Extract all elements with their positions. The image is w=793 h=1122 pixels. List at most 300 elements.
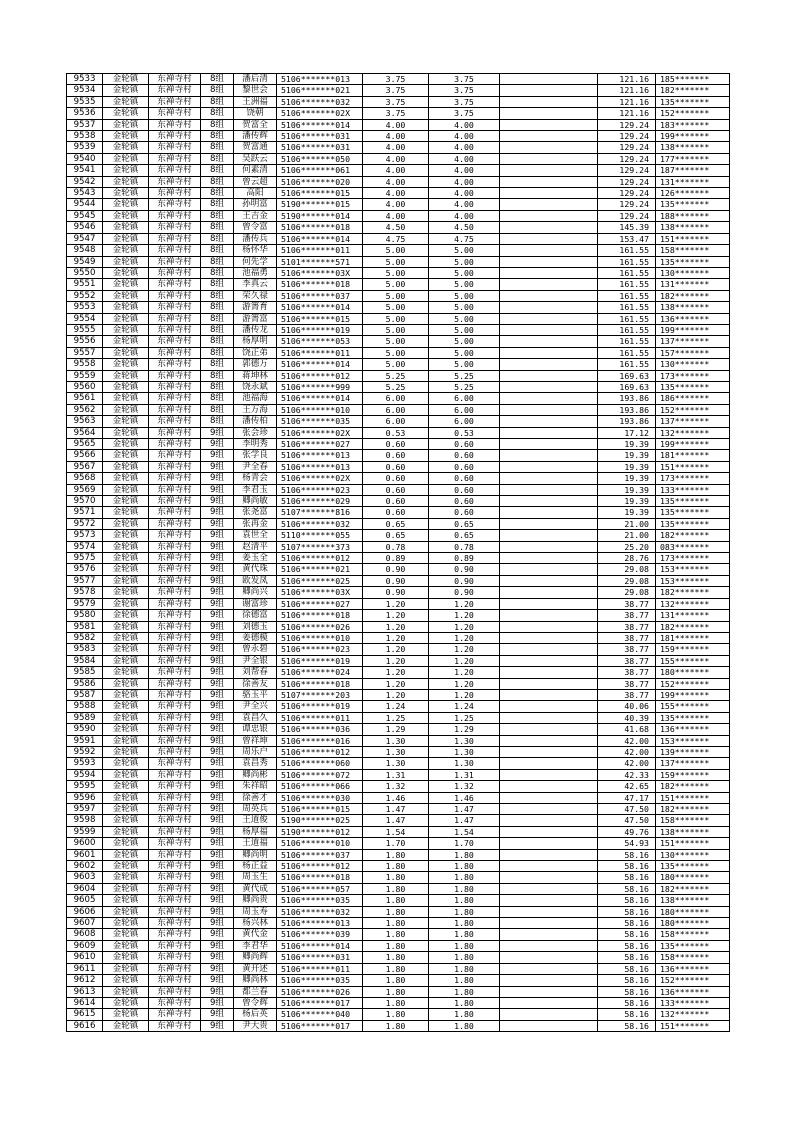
cell-group: 9组	[201, 758, 234, 769]
cell-name: 徐善友	[234, 678, 277, 689]
cell-amount: 193.86	[598, 404, 656, 415]
cell-name: 潘传柏	[234, 416, 277, 427]
cell-group: 8组	[201, 381, 234, 392]
cell-id: 9583	[67, 644, 103, 655]
cell-id-number: 5106*******019	[277, 701, 363, 712]
cell-village: 东禅寺村	[149, 85, 201, 96]
cell-group: 9组	[201, 804, 234, 815]
cell-id: 9601	[67, 849, 103, 860]
cell-id: 9536	[67, 108, 103, 119]
table-row	[67, 496, 730, 507]
cell-name: 刘德玉	[234, 621, 277, 632]
cell-town: 金轮镇	[103, 108, 149, 119]
cell-name: 潘传兵	[234, 233, 277, 244]
cell-group: 8组	[201, 233, 234, 244]
cell-town: 金轮镇	[103, 541, 149, 552]
cell-phone: 182*******	[656, 290, 730, 301]
cell-blank	[500, 85, 598, 96]
cell-name: 尹全春	[234, 461, 277, 472]
cell-amount: 42.00	[598, 758, 656, 769]
cell-blank	[500, 975, 598, 986]
cell-phone: 135*******	[656, 256, 730, 267]
cell-amount: 161.55	[598, 245, 656, 256]
cell-id: 9589	[67, 712, 103, 723]
table-row	[67, 85, 730, 96]
cell-id-number: 5106*******011	[277, 963, 363, 974]
cell-blank	[500, 804, 598, 815]
table-row	[67, 370, 730, 381]
cell-area2: 1.80	[429, 975, 500, 986]
table-row	[67, 667, 730, 678]
cell-group: 9组	[201, 530, 234, 541]
cell-id: 9611	[67, 963, 103, 974]
cell-area2: 1.30	[429, 758, 500, 769]
cell-town: 金轮镇	[103, 940, 149, 951]
cell-village: 东禅寺村	[149, 404, 201, 415]
cell-group: 9组	[201, 997, 234, 1008]
cell-id-number: 5106*******999	[277, 381, 363, 392]
cell-area2: 0.90	[429, 564, 500, 575]
cell-group: 8组	[201, 359, 234, 370]
cell-group: 9组	[201, 895, 234, 906]
cell-village: 东禅寺村	[149, 496, 201, 507]
cell-blank	[500, 895, 598, 906]
cell-phone: 153*******	[656, 564, 730, 575]
cell-id: 9587	[67, 689, 103, 700]
cell-id: 9613	[67, 986, 103, 997]
cell-blank	[500, 222, 598, 233]
cell-town: 金轮镇	[103, 473, 149, 484]
cell-phone: 199*******	[656, 131, 730, 142]
cell-blank	[500, 336, 598, 347]
table-row	[67, 290, 730, 301]
cell-name: 蒋坤林	[234, 370, 277, 381]
cell-area1: 5.00	[363, 267, 429, 278]
cell-name: 李君华	[234, 940, 277, 951]
cell-area1: 4.00	[363, 119, 429, 130]
cell-area2: 6.00	[429, 393, 500, 404]
cell-blank	[500, 724, 598, 735]
cell-blank	[500, 199, 598, 210]
cell-id-number: 5106*******010	[277, 404, 363, 415]
cell-amount: 40.06	[598, 701, 656, 712]
cell-area2: 1.80	[429, 952, 500, 963]
cell-area1: 1.80	[363, 895, 429, 906]
table-row	[67, 735, 730, 746]
cell-name: 张尧富	[234, 507, 277, 518]
table-row	[67, 940, 730, 951]
cell-area2: 0.90	[429, 587, 500, 598]
cell-area2: 0.65	[429, 530, 500, 541]
cell-area2: 1.80	[429, 861, 500, 872]
cell-town: 金轮镇	[103, 359, 149, 370]
cell-blank	[500, 564, 598, 575]
cell-phone: 130*******	[656, 267, 730, 278]
cell-group: 9组	[201, 461, 234, 472]
cell-area2: 1.80	[429, 895, 500, 906]
cell-blank	[500, 815, 598, 826]
cell-phone: 182*******	[656, 883, 730, 894]
cell-area1: 1.80	[363, 963, 429, 974]
cell-amount: 42.00	[598, 735, 656, 746]
cell-area1: 0.90	[363, 575, 429, 586]
cell-amount: 121.16	[598, 96, 656, 107]
cell-village: 东禅寺村	[149, 461, 201, 472]
cell-id: 9563	[67, 416, 103, 427]
cell-amount: 38.77	[598, 667, 656, 678]
cell-area2: 1.80	[429, 1020, 500, 1031]
cell-group: 9组	[201, 484, 234, 495]
cell-area1: 4.00	[363, 210, 429, 221]
cell-blank	[500, 393, 598, 404]
cell-name: 徐善才	[234, 792, 277, 803]
cell-area2: 1.80	[429, 963, 500, 974]
cell-name: 王道俊	[234, 815, 277, 826]
cell-phone: 181*******	[656, 450, 730, 461]
cell-id: 9576	[67, 564, 103, 575]
cell-town: 金轮镇	[103, 792, 149, 803]
cell-group: 8组	[201, 302, 234, 313]
cell-area1: 5.00	[363, 324, 429, 335]
cell-blank	[500, 473, 598, 484]
cell-id-number: 5106*******017	[277, 997, 363, 1008]
cell-town: 金轮镇	[103, 986, 149, 997]
cell-area2: 0.60	[429, 439, 500, 450]
cell-blank	[500, 496, 598, 507]
cell-amount: 38.77	[598, 689, 656, 700]
cell-blank	[500, 701, 598, 712]
cell-amount: 58.16	[598, 975, 656, 986]
cell-name: 周乐户	[234, 746, 277, 757]
cell-id-number: 5106*******010	[277, 838, 363, 849]
roster-sheet	[66, 73, 729, 1032]
table-row	[67, 975, 730, 986]
cell-area2: 1.24	[429, 701, 500, 712]
cell-phone: 182*******	[656, 587, 730, 598]
cell-phone: 188*******	[656, 210, 730, 221]
cell-town: 金轮镇	[103, 712, 149, 723]
cell-name: 饶永斌	[234, 381, 277, 392]
cell-area2: 0.89	[429, 553, 500, 564]
cell-area1: 1.24	[363, 701, 429, 712]
cell-area2: 4.50	[429, 222, 500, 233]
cell-area1: 0.60	[363, 461, 429, 472]
cell-blank	[500, 404, 598, 415]
cell-phone: 153*******	[656, 575, 730, 586]
cell-name: 游箐富	[234, 313, 277, 324]
cell-group: 8组	[201, 267, 234, 278]
cell-phone: 185*******	[656, 74, 730, 85]
cell-area2: 0.90	[429, 575, 500, 586]
cell-town: 金轮镇	[103, 233, 149, 244]
cell-area1: 3.75	[363, 85, 429, 96]
cell-id-number: 5101*******571	[277, 256, 363, 267]
cell-village: 东禅寺村	[149, 188, 201, 199]
cell-phone: 152*******	[656, 678, 730, 689]
cell-group: 9组	[201, 610, 234, 621]
cell-amount: 145.39	[598, 222, 656, 233]
cell-town: 金轮镇	[103, 370, 149, 381]
cell-town: 金轮镇	[103, 644, 149, 655]
cell-group: 9组	[201, 564, 234, 575]
cell-blank	[500, 667, 598, 678]
table-row	[67, 644, 730, 655]
cell-town: 金轮镇	[103, 484, 149, 495]
cell-phone: 151*******	[656, 233, 730, 244]
cell-area2: 0.60	[429, 496, 500, 507]
cell-id-number: 5106*******018	[277, 678, 363, 689]
cell-area1: 4.75	[363, 233, 429, 244]
table-row	[67, 849, 730, 860]
cell-village: 东禅寺村	[149, 381, 201, 392]
cell-village: 东禅寺村	[149, 655, 201, 666]
cell-blank	[500, 165, 598, 176]
cell-town: 金轮镇	[103, 758, 149, 769]
cell-id: 9537	[67, 119, 103, 130]
cell-id-number: 5106*******020	[277, 176, 363, 187]
cell-id-number: 5106*******011	[277, 347, 363, 358]
cell-village: 东禅寺村	[149, 701, 201, 712]
cell-amount: 161.55	[598, 290, 656, 301]
cell-phone: 131*******	[656, 176, 730, 187]
cell-town: 金轮镇	[103, 131, 149, 142]
cell-phone: 152*******	[656, 108, 730, 119]
cell-id: 9579	[67, 598, 103, 609]
cell-id: 9559	[67, 370, 103, 381]
cell-town: 金轮镇	[103, 210, 149, 221]
cell-name: 周玉寿	[234, 906, 277, 917]
table-row	[67, 632, 730, 643]
cell-blank	[500, 131, 598, 142]
cell-area2: 1.80	[429, 872, 500, 883]
cell-id-number: 5106*******013	[277, 918, 363, 929]
cell-id: 9557	[67, 347, 103, 358]
cell-amount: 47.50	[598, 815, 656, 826]
cell-name: 郭德万	[234, 359, 277, 370]
cell-name: 谢富珍	[234, 598, 277, 609]
cell-phone: 182*******	[656, 621, 730, 632]
cell-town: 金轮镇	[103, 564, 149, 575]
cell-name: 曾令辉	[234, 997, 277, 1008]
cell-town: 金轮镇	[103, 918, 149, 929]
cell-group: 8组	[201, 85, 234, 96]
cell-blank	[500, 267, 598, 278]
cell-phone: 136*******	[656, 986, 730, 997]
cell-area2: 6.00	[429, 416, 500, 427]
cell-area1: 5.00	[363, 279, 429, 290]
cell-id: 9608	[67, 929, 103, 940]
cell-town: 金轮镇	[103, 222, 149, 233]
cell-area2: 5.00	[429, 302, 500, 313]
cell-id: 9593	[67, 758, 103, 769]
cell-amount: 129.24	[598, 210, 656, 221]
cell-village: 东禅寺村	[149, 997, 201, 1008]
cell-area1: 1.47	[363, 804, 429, 815]
cell-town: 金轮镇	[103, 735, 149, 746]
cell-area1: 0.90	[363, 587, 429, 598]
cell-area2: 1.70	[429, 838, 500, 849]
cell-area2: 1.20	[429, 621, 500, 632]
cell-phone: 136*******	[656, 313, 730, 324]
cell-amount: 38.77	[598, 610, 656, 621]
cell-amount: 58.16	[598, 997, 656, 1008]
cell-blank	[500, 906, 598, 917]
cell-name: 贺富全	[234, 119, 277, 130]
table-row	[67, 689, 730, 700]
cell-blank	[500, 245, 598, 256]
cell-area1: 5.00	[363, 347, 429, 358]
cell-id-number: 5106*******013	[277, 74, 363, 85]
cell-blank	[500, 746, 598, 757]
cell-id-number: 5106*******014	[277, 393, 363, 404]
table-row	[67, 461, 730, 472]
cell-area2: 5.00	[429, 359, 500, 370]
cell-area1: 1.80	[363, 975, 429, 986]
cell-id-number: 5106*******012	[277, 553, 363, 564]
cell-id-number: 5106*******015	[277, 188, 363, 199]
cell-amount: 58.16	[598, 963, 656, 974]
table-row	[67, 302, 730, 313]
table-row	[67, 553, 730, 564]
cell-id: 9553	[67, 302, 103, 313]
table-row	[67, 142, 730, 153]
cell-phone: 133*******	[656, 997, 730, 1008]
cell-name: 杨兴林	[234, 918, 277, 929]
cell-phone: 199*******	[656, 324, 730, 335]
cell-amount: 19.39	[598, 473, 656, 484]
cell-blank	[500, 450, 598, 461]
cell-group: 8组	[201, 324, 234, 335]
cell-amount: 58.16	[598, 1020, 656, 1031]
cell-id: 9598	[67, 815, 103, 826]
cell-name: 卿尚贵	[234, 895, 277, 906]
cell-blank	[500, 1009, 598, 1020]
cell-amount: 129.24	[598, 153, 656, 164]
cell-area1: 1.20	[363, 644, 429, 655]
cell-group: 8组	[201, 131, 234, 142]
cell-town: 金轮镇	[103, 997, 149, 1008]
table-row	[67, 427, 730, 438]
cell-phone: 173*******	[656, 473, 730, 484]
cell-id-number: 5106*******032	[277, 96, 363, 107]
cell-village: 东禅寺村	[149, 1009, 201, 1020]
cell-name: 曾祥坤	[234, 735, 277, 746]
cell-id: 9588	[67, 701, 103, 712]
cell-group: 8组	[201, 176, 234, 187]
table-row	[67, 997, 730, 1008]
cell-name: 杨后英	[234, 1009, 277, 1020]
cell-village: 东禅寺村	[149, 427, 201, 438]
cell-name: 饶正弟	[234, 347, 277, 358]
cell-area1: 1.80	[363, 906, 429, 917]
cell-name: 王洲福	[234, 96, 277, 107]
cell-amount: 25.20	[598, 541, 656, 552]
cell-area1: 5.00	[363, 302, 429, 313]
cell-phone: 180*******	[656, 906, 730, 917]
cell-name: 杨正益	[234, 861, 277, 872]
cell-area1: 1.80	[363, 929, 429, 940]
cell-blank	[500, 484, 598, 495]
cell-id-number: 5106*******040	[277, 1009, 363, 1020]
cell-village: 东禅寺村	[149, 96, 201, 107]
cell-amount: 19.39	[598, 439, 656, 450]
cell-group: 9组	[201, 861, 234, 872]
cell-group: 8组	[201, 336, 234, 347]
cell-area1: 5.00	[363, 313, 429, 324]
cell-area1: 1.80	[363, 883, 429, 894]
cell-group: 9组	[201, 632, 234, 643]
cell-village: 东禅寺村	[149, 758, 201, 769]
table-row	[67, 712, 730, 723]
cell-phone: 151*******	[656, 1020, 730, 1031]
table-row	[67, 74, 730, 85]
cell-town: 金轮镇	[103, 119, 149, 130]
cell-amount: 38.77	[598, 621, 656, 632]
cell-amount: 129.24	[598, 142, 656, 153]
cell-group: 9组	[201, 872, 234, 883]
table-row	[67, 952, 730, 963]
cell-id-number: 5106*******023	[277, 644, 363, 655]
table-row	[67, 610, 730, 621]
cell-blank	[500, 929, 598, 940]
cell-area2: 0.78	[429, 541, 500, 552]
cell-village: 东禅寺村	[149, 233, 201, 244]
cell-area2: 1.20	[429, 667, 500, 678]
cell-town: 金轮镇	[103, 302, 149, 313]
cell-id-number: 5107*******816	[277, 507, 363, 518]
cell-area1: 1.70	[363, 838, 429, 849]
cell-area1: 4.00	[363, 188, 429, 199]
cell-id-number: 5190*******015	[277, 199, 363, 210]
cell-id: 9533	[67, 74, 103, 85]
cell-group: 9组	[201, 507, 234, 518]
cell-amount: 42.33	[598, 769, 656, 780]
table-row	[67, 473, 730, 484]
cell-area1: 0.53	[363, 427, 429, 438]
cell-id-number: 5106*******053	[277, 336, 363, 347]
cell-town: 金轮镇	[103, 883, 149, 894]
cell-group: 8组	[201, 222, 234, 233]
cell-id-number: 5106*******03X	[277, 587, 363, 598]
table-row	[67, 222, 730, 233]
cell-area1: 0.65	[363, 530, 429, 541]
cell-blank	[500, 507, 598, 518]
cell-area2: 4.00	[429, 131, 500, 142]
cell-phone: 138*******	[656, 222, 730, 233]
cell-area1: 5.00	[363, 290, 429, 301]
cell-blank	[500, 530, 598, 541]
cell-id-number: 5106*******02X	[277, 473, 363, 484]
cell-id-number: 5106*******030	[277, 792, 363, 803]
cell-amount: 129.24	[598, 165, 656, 176]
cell-area1: 1.20	[363, 678, 429, 689]
cell-name: 李明秀	[234, 439, 277, 450]
cell-name: 王吉金	[234, 210, 277, 221]
cell-id-number: 5190*******025	[277, 815, 363, 826]
cell-group: 8组	[201, 279, 234, 290]
cell-village: 东禅寺村	[149, 906, 201, 917]
cell-name: 贺富通	[234, 142, 277, 153]
cell-phone: 138*******	[656, 895, 730, 906]
cell-id-number: 5106*******012	[277, 861, 363, 872]
cell-group: 9组	[201, 918, 234, 929]
cell-id: 9578	[67, 587, 103, 598]
table-row	[67, 324, 730, 335]
cell-phone: 133*******	[656, 484, 730, 495]
cell-area2: 1.80	[429, 986, 500, 997]
cell-area1: 1.20	[363, 689, 429, 700]
cell-amount: 42.00	[598, 746, 656, 757]
